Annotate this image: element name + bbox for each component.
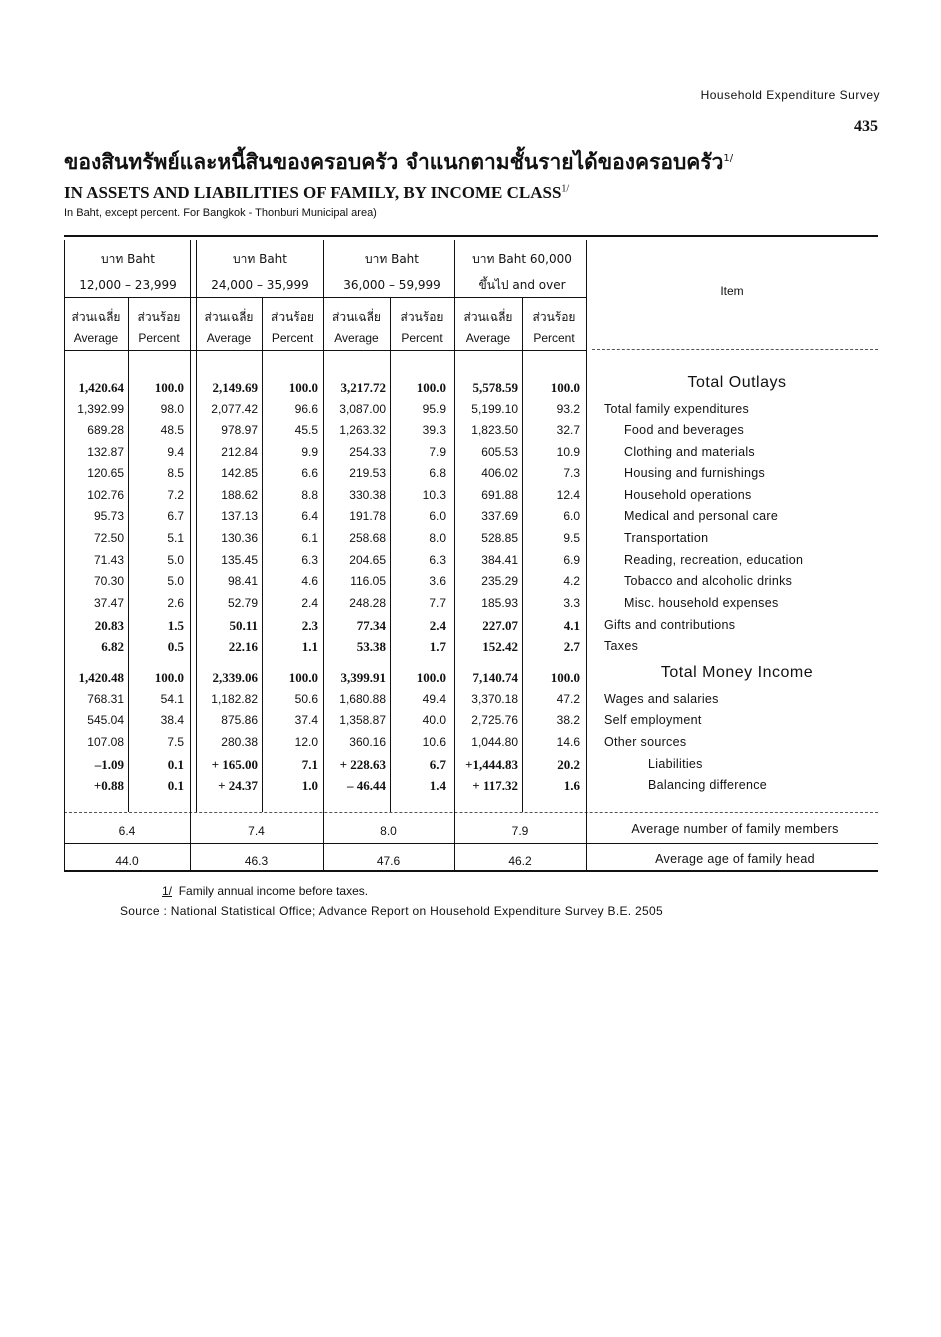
average-header: Average [334,331,379,345]
table-cell: 95.9 [422,402,446,416]
table-cell: + 165.00 [211,757,258,772]
table-cell: 49.4 [422,692,446,706]
table-cell: 528.85 [481,531,518,545]
average-header: Average [206,331,252,345]
table-cell: +0.88 [93,778,124,793]
header-rule-2 [64,350,586,351]
table-cell: 5,578.59 [472,380,518,395]
table-cell: 45.5 [294,423,318,437]
table-cell: 12.4 [556,488,580,502]
table-cell: 50.6 [294,692,318,706]
table-cell: 978.97 [221,423,258,437]
table-top-rule [64,235,878,237]
row-label: Taxes [604,639,639,653]
table-cell: 1,392.99 [77,402,124,416]
table-cell: 1.7 [429,639,446,654]
table-cell: 7.5 [167,735,184,749]
table-cell: 1.6 [563,778,580,793]
footer-rule-1 [64,812,878,813]
table-cell: 2.3 [301,618,318,633]
table-cell: 384.41 [481,553,518,567]
table-cell: 6.4 [301,509,318,523]
table-cell: 3.3 [563,596,580,610]
table-cell: 22.16 [228,639,258,654]
table-cell: 9.5 [563,531,580,545]
table-cell: 100.0 [288,670,318,685]
percent-header-th: ส่วนร้อย [271,310,314,324]
title-english: IN ASSETS AND LIABILITIES OF FAMILY, BY INCOME $CLASS^{1/}$ [64,183,570,202]
footer-cell: 8.0 [380,824,397,838]
table-cell: 7.9 [429,445,446,459]
footer-cell: 44.0 [115,854,139,868]
table-cell: + 24.37 [218,778,258,793]
table-cell: 212.84 [221,445,258,459]
table-cell: 53.38 [356,639,386,654]
table-cell: 8.5 [167,466,184,480]
footer-cell: 46.3 [244,854,269,868]
income-class-range: ขึ้นไป and over [478,278,566,292]
table-cell: 95.73 [93,509,124,523]
table-cell: 8.8 [301,488,318,502]
row-label: Wages and salaries [604,692,719,706]
table-cell: 100.0 [416,380,446,395]
table-cell: 5.1 [167,531,184,545]
table-cell: 188.62 [221,488,258,502]
table-cell: 6.1 [301,531,318,545]
table-cell: 0.1 [167,778,184,793]
footer-cell: 47.6 [376,854,401,868]
income-class-range: 12,000 – 23,999 [79,278,177,292]
table-cell: 100.0 [154,380,184,395]
table-cell: 3,399.91 [340,670,386,685]
table-cell: 1,044.80 [471,735,518,749]
table-cell: 9.9 [301,445,318,459]
table-cell: 691.88 [481,488,518,502]
table-cell: 0.1 [167,757,184,772]
footnote: 1/ Family annual income before taxes. [162,884,369,898]
table-cell: 1,420.48 [78,670,124,685]
table-cell: 37.47 [93,596,124,610]
percent-header: Percent [401,331,443,345]
table-cell: + 117.32 [472,778,518,793]
table-cell: 1,182.82 [211,692,258,706]
table-cell: 54.1 [160,692,184,706]
row-label: Transportation [624,531,709,545]
table-cell: 2.4 [301,596,318,610]
table-cell: 70.30 [93,574,124,588]
row-label: Liabilities [648,757,703,771]
footer-label: Average number of family members [631,822,839,836]
table-cell: 100.0 [550,670,580,685]
row-label: Total family expenditures [604,402,750,416]
table-cell: 100.0 [550,380,580,395]
table-cell: 6.7 [429,757,446,772]
income-class-unit: บาท Baht [233,252,287,266]
table-cell: 52.79 [227,596,258,610]
percent-header-th: ส่วนร้อย [400,310,444,324]
table-cell: 72.50 [93,531,124,545]
table-cell: 2.4 [429,618,446,633]
average-header: Average [73,331,119,345]
table-cell: 768.31 [87,692,124,706]
table-cell: 100.0 [416,670,446,685]
subtitle: In Baht, except percent. For Bangkok - Thonburi Municipal area) [64,207,377,219]
income-class-unit: บาท Baht [365,252,419,266]
row-label: Total Money Income [660,664,814,681]
table-cell: 38.2 [556,713,580,727]
table-bottom-rule [64,870,878,872]
row-label: Tobacco and alcoholic drinks [624,574,793,588]
table-cell: 5,199.10 [471,402,518,416]
table-cell: 6.0 [429,509,446,523]
table-cell: 137.13 [221,509,258,523]
table-cell: 7.7 [429,596,446,610]
percent-header: Percent [271,331,314,345]
table-cell: 7.3 [563,466,580,480]
item-header: Item [720,284,744,298]
table-cell: 102.76 [87,488,124,502]
table-cell: 100.0 [288,380,318,395]
table-cell: 107.08 [87,735,124,749]
table-cell: 1,680.88 [339,692,386,706]
table-cell: 132.87 [87,445,124,459]
footer-column-rule [586,812,587,870]
income-class-range: 24,000 – 35,999 [211,278,309,292]
row-label: Household operations [624,488,752,502]
income-class-range: 36,000 – 59,999 [343,278,441,292]
table-cell: 2.6 [167,596,184,610]
table-cell: 7.1 [301,757,318,772]
table-cell: 12.0 [294,735,318,749]
table-cell: 6.0 [563,509,580,523]
footer-cell: 6.4 [118,824,136,838]
table-cell: 219.53 [349,466,386,480]
table-cell: 7.2 [167,488,184,502]
table-cell: 1.0 [301,778,318,793]
header-rule-1 [64,297,586,298]
table-cell: 98.41 [227,574,258,588]
table-cell: 4.2 [563,574,580,588]
percent-header-th: ส่วนร้อย [532,310,576,324]
table-cell: 330.38 [349,488,386,502]
table-cell: 10.6 [422,735,446,749]
income-class-unit: บาท Baht [101,252,155,266]
table-cell: 204.65 [349,553,386,567]
header-rule-item [592,349,878,350]
table-cell: 2,149.69 [212,380,258,395]
source-note: Source : National Statistical Office; Advance Report on Household Expenditure Survey B.E. 2505 [120,904,663,918]
table-cell: 185.93 [481,596,518,610]
table-cell: –1.09 [94,757,124,772]
table-cell: 1.1 [301,639,318,654]
table-cell: 14.6 [556,735,580,749]
table-cell: 1,358.87 [339,713,386,727]
table-cell: 258.68 [349,531,386,545]
income-class-unit: บาท Baht 60,000 [472,252,572,266]
table-cell: 5.0 [167,553,184,567]
table-cell: 77.34 [356,618,386,633]
row-label: Self employment [604,713,702,727]
table-cell: 6.82 [101,639,124,654]
footer-cell: 46.2 [508,854,532,868]
table-cell: 0.5 [167,639,184,654]
table-cell: 1,263.32 [339,423,386,437]
table-cell: 1,823.50 [471,423,518,437]
table-cell: 6.7 [167,509,184,523]
row-label: Other sources [604,735,687,749]
table-cell: 6.8 [429,466,446,480]
table-cell: 689.28 [87,423,124,437]
table-cell: 2,077.42 [211,402,258,416]
table-cell: 39.3 [422,423,446,437]
table-cell: 360.16 [349,735,386,749]
table-cell: 545.04 [87,713,124,727]
table-cell: 96.6 [294,402,318,416]
table-cell: 10.3 [422,488,446,502]
table-cell: 3.6 [429,574,446,588]
table-cell: 10.9 [556,445,580,459]
table-cell: +1,444.83 [465,757,518,772]
table-cell: 20.2 [557,757,580,772]
average-header-th: ส่วนเฉลี่ย [463,310,513,324]
table-cell: 100.0 [154,670,184,685]
average-header-th: ส่วนเฉลี่ย [71,310,121,324]
row-label: Medical and personal care [624,509,779,523]
table-cell: 406.02 [481,466,518,480]
table-cell: 235.29 [481,574,518,588]
row-label: Reading, recreation, education [624,553,804,567]
table-cell: 7,140.74 [472,670,518,685]
table-cell: 6.3 [429,553,446,567]
table-cell: 98.0 [160,402,184,416]
table-cell: 47.2 [556,692,580,706]
column-rule [586,240,587,812]
table-cell: 4.6 [301,574,318,588]
table-cell: 254.33 [349,445,386,459]
table-cell: 152.42 [482,639,518,654]
table-cell: 605.53 [481,445,518,459]
row-label: Total Outlays [687,374,787,391]
row-label: Clothing and materials [624,445,755,459]
table-cell: 875.86 [221,713,258,727]
table-cell: 6.6 [301,466,318,480]
table-cell: 9.4 [167,445,184,459]
table-cell: 2,725.76 [471,713,518,727]
table-cell: 4.1 [563,618,580,633]
table-cell: 32.7 [556,423,580,437]
table-cell: 3,370.18 [471,692,518,706]
table-cell: 120.65 [87,466,124,480]
table-cell: 1.4 [429,778,446,793]
table-cell: 142.85 [221,466,258,480]
footer-rule-2 [64,843,878,844]
row-label: Food and beverages [624,423,745,437]
table-cell: 248.28 [349,596,386,610]
table-cell: 130.36 [221,531,258,545]
table-cell: 280.38 [221,735,258,749]
table-cell: 40.0 [422,713,446,727]
table-cell: – 46.44 [347,778,386,793]
page-number: 435 [854,118,878,135]
percent-header: Percent [533,331,575,345]
footer-label: Average age of family head [655,852,815,866]
table-cell: 1.5 [167,618,184,633]
table-cell: 3,087.00 [339,402,386,416]
running-head: Household Expenditure Survey [700,88,880,102]
average-header-th: ส่วนเฉลี่ย [332,310,381,324]
table-cell: 2,339.06 [212,670,258,685]
footer-cell: 7.4 [248,824,265,838]
average-header: Average [465,331,511,345]
table-cell: + 228.63 [339,757,386,772]
footer-cell: 7.9 [511,824,529,838]
table-cell: 337.69 [481,509,518,523]
table-cell: 6.9 [563,553,580,567]
average-header-th: ส่วนเฉลี่ย [204,310,254,324]
table-cell: 8.0 [429,531,446,545]
table-cell: 227.07 [482,618,518,633]
row-label: Balancing difference [648,778,768,792]
table-cell: 5.0 [167,574,184,588]
table-cell: 1,420.64 [78,380,124,395]
table-cell: 93.2 [556,402,580,416]
percent-header: Percent [138,331,180,345]
table-cell: 20.83 [94,618,124,633]
table-cell: 50.11 [229,618,258,633]
table-cell: 37.4 [294,713,318,727]
row-label: Misc. household expenses [624,596,779,610]
percent-header-th: ส่วนร้อย [137,310,181,324]
table-cell: 48.5 [160,423,184,437]
table-cell: 2.7 [563,639,580,654]
table-cell: 191.78 [349,509,386,523]
table-cell: 135.45 [221,553,258,567]
table-cell: 6.3 [301,553,318,567]
row-label: Gifts and contributions [604,618,736,632]
table-cell: 38.4 [160,713,184,727]
table-cell: 71.43 [93,553,124,567]
row-label: Housing and furnishings [624,466,766,480]
table-cell: 3,217.72 [340,380,386,395]
table-cell: 116.05 [350,574,386,588]
title-thai: ของสินทรัพย์และหนี้สินของครอบครัว จำแนกตามชั้นรายได้ของครอบครัว$^{1/}$ [64,150,734,174]
